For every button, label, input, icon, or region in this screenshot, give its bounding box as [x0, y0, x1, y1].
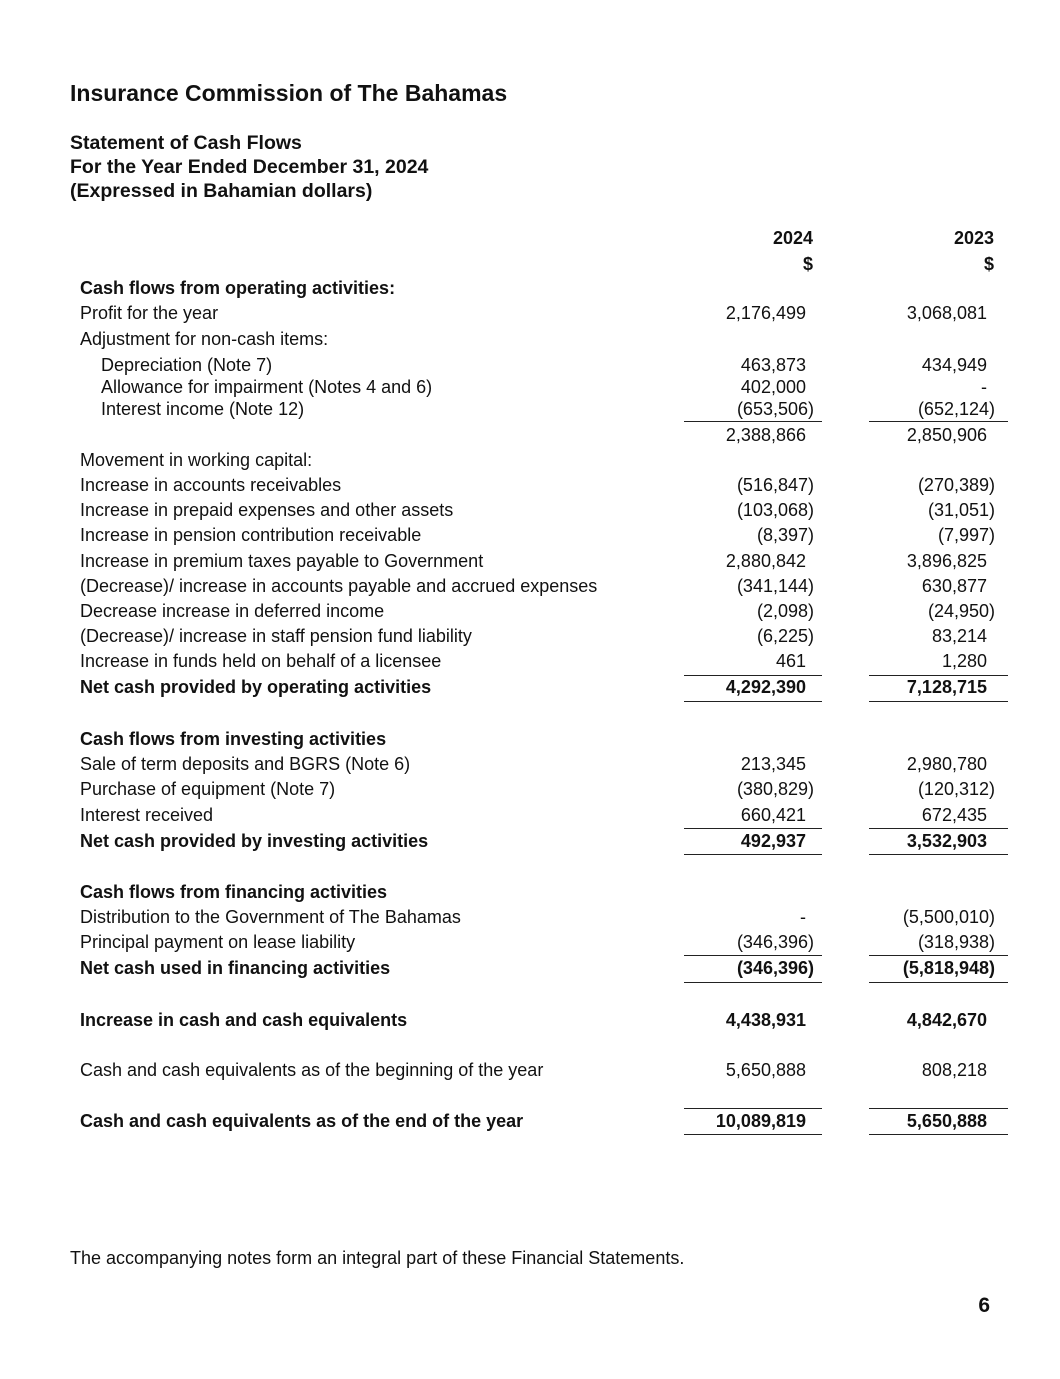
table-row	[80, 574, 1010, 598]
row-label: Net cash provided by investing activities	[80, 831, 429, 851]
net-increase-row	[80, 1008, 1010, 1032]
table-row	[80, 301, 1010, 325]
table-row	[80, 549, 1010, 573]
value-2024: (8,397)	[756, 525, 814, 545]
row-label: Interest received	[80, 805, 214, 825]
value-2024: (341,144)	[736, 576, 814, 596]
total-rule	[684, 982, 822, 983]
table-row	[80, 473, 1010, 497]
currency-note: (Expressed in Bahamian dollars)	[70, 180, 373, 202]
value-2023: (24,950)	[927, 601, 995, 621]
row-label: Distribution to the Government of The Bahamas	[80, 907, 461, 927]
value-2023: 1,280	[941, 651, 987, 671]
section-header-financing	[80, 880, 1010, 904]
total-rule	[869, 854, 1008, 855]
row-label: Movement in working capital:	[80, 450, 313, 470]
row-label: Increase in accounts receivables	[80, 475, 342, 495]
row-label: Cash flows from operating activities:	[80, 278, 396, 298]
row-label: Net cash provided by operating activities	[80, 677, 432, 697]
value-2024: (516,847)	[736, 475, 814, 495]
value-2023: 5,650,888	[906, 1111, 987, 1131]
row-label: Increase in cash and cash equivalents	[80, 1010, 408, 1030]
value-2023: (5,818,948)	[902, 958, 995, 978]
value-2024: -	[800, 907, 806, 927]
value-2023: (318,938)	[917, 932, 995, 952]
row-label: Principal payment on lease liability	[80, 932, 356, 952]
value-2023: 83,214	[931, 626, 987, 646]
value-2023: 2,850,906	[906, 425, 987, 445]
row-label: Increase in funds held on behalf of a licensee	[80, 651, 442, 671]
value-2023: (31,051)	[927, 500, 995, 520]
table-row	[80, 752, 1010, 776]
value-2023: 630,877	[921, 576, 987, 596]
row-label: Interest income (Note 12)	[101, 399, 305, 419]
row-label: Decrease increase in deferred income	[80, 601, 385, 621]
row-label: Increase in pension contribution receivable	[80, 525, 422, 545]
section-header-operating	[80, 276, 1010, 300]
total-rule	[869, 982, 1008, 983]
value-2024: 10,089,819	[715, 1111, 806, 1131]
total-rule	[869, 1134, 1008, 1135]
value-2024: (653,506)	[736, 399, 814, 419]
value-2023: (652,124)	[917, 399, 995, 419]
subsection-label	[80, 327, 1010, 351]
row-label: Net cash used in financing activities	[80, 958, 391, 978]
row-label: Increase in prepaid expenses and other assets	[80, 500, 454, 520]
total-rule	[869, 701, 1008, 702]
row-label: Allowance for impairment (Notes 4 and 6)	[101, 377, 433, 397]
value-2023: 3,532,903	[906, 831, 987, 851]
total-row-investing	[80, 829, 1010, 853]
value-2024: 4,292,390	[725, 677, 806, 697]
row-label: (Decrease)/ increase in staff pension fund liability	[80, 626, 472, 646]
table-row	[80, 624, 1010, 648]
value-2024: 463,873	[740, 355, 806, 375]
table-row	[80, 375, 1010, 399]
value-2023: 2,980,780	[906, 754, 987, 774]
row-label: Sale of term deposits and BGRS (Note 6)	[80, 754, 411, 774]
statement-title: Statement of Cash Flows	[70, 132, 302, 154]
column-year-2024: 2024	[772, 228, 813, 248]
total-rule	[684, 1134, 822, 1135]
value-2024: 5,650,888	[725, 1060, 806, 1080]
value-2024: (380,829)	[736, 779, 814, 799]
value-2024: 4,438,931	[725, 1010, 806, 1030]
value-2023: (270,389)	[917, 475, 995, 495]
value-2024: 461	[775, 651, 806, 671]
table-row	[80, 397, 1010, 421]
total-rule	[684, 701, 822, 702]
column-currency-2023: $	[983, 254, 994, 274]
value-2023: 434,949	[921, 355, 987, 375]
value-2023: 3,896,825	[906, 551, 987, 571]
table-row	[80, 649, 1010, 673]
table-row	[80, 803, 1010, 827]
value-2024: 402,000	[740, 377, 806, 397]
subtotal-rule	[684, 421, 822, 422]
value-2023: (120,312)	[917, 779, 995, 799]
total-rule	[684, 854, 822, 855]
row-label: Purchase of equipment (Note 7)	[80, 779, 336, 799]
value-2024: 660,421	[740, 805, 806, 825]
opening-balance-row	[80, 1058, 1010, 1082]
value-2023: 4,842,670	[906, 1010, 987, 1030]
organization-title: Insurance Commission of The Bahamas	[70, 80, 508, 106]
subtotal-row	[80, 423, 1010, 447]
footnote: The accompanying notes form an integral part of these Financial Statements.	[70, 1248, 685, 1268]
value-2024: 492,937	[740, 831, 806, 851]
row-label: Depreciation (Note 7)	[101, 355, 273, 375]
value-2023: (7,997)	[937, 525, 995, 545]
table-row	[80, 498, 1010, 522]
total-row-operating	[80, 675, 1010, 699]
value-2024: 213,345	[740, 754, 806, 774]
value-2024: (346,396)	[736, 932, 814, 952]
value-2024: (2,098)	[756, 601, 814, 621]
closing-balance-row	[80, 1109, 1010, 1133]
page-number: 6	[978, 1294, 990, 1317]
table-row	[80, 905, 1010, 929]
section-header-investing	[80, 727, 1010, 751]
value-2024: 2,388,866	[725, 425, 806, 445]
table-row	[80, 353, 1010, 377]
value-2023: 672,435	[921, 805, 987, 825]
row-label: Cash and cash equivalents as of the end of the year	[80, 1111, 524, 1131]
value-2024: 2,176,499	[725, 303, 806, 323]
value-2024: (6,225)	[756, 626, 814, 646]
statement-period: For the Year Ended December 31, 2024	[70, 156, 429, 178]
subsection-label	[80, 448, 1010, 472]
value-2023: 7,128,715	[906, 677, 987, 697]
row-label: Increase in premium taxes payable to Government	[80, 551, 484, 571]
total-row-financing	[80, 956, 1010, 980]
row-label: Cash and cash equivalents as of the beginning of the year	[80, 1060, 544, 1080]
row-label: (Decrease)/ increase in accounts payable and accrued expenses	[80, 576, 598, 596]
table-row	[80, 777, 1010, 801]
value-2024: (103,068)	[736, 500, 814, 520]
value-2023: -	[981, 377, 987, 397]
row-label: Cash flows from investing activities	[80, 729, 387, 749]
column-year-2023: 2023	[953, 228, 994, 248]
value-2023: (5,500,010)	[902, 907, 995, 927]
subtotal-rule	[869, 421, 1008, 422]
table-row	[80, 523, 1010, 547]
row-label: Adjustment for non-cash items:	[80, 329, 329, 349]
row-label: Profit for the year	[80, 303, 219, 323]
table-row	[80, 930, 1010, 954]
value-2023: 808,218	[921, 1060, 987, 1080]
row-label: Cash flows from financing activities	[80, 882, 388, 902]
statement-heading	[70, 131, 428, 203]
value-2024: (346,396)	[736, 958, 814, 978]
column-currency-2024: $	[802, 254, 813, 274]
value-2024: 2,880,842	[725, 551, 806, 571]
table-row	[80, 599, 1010, 623]
value-2023: 3,068,081	[906, 303, 987, 323]
